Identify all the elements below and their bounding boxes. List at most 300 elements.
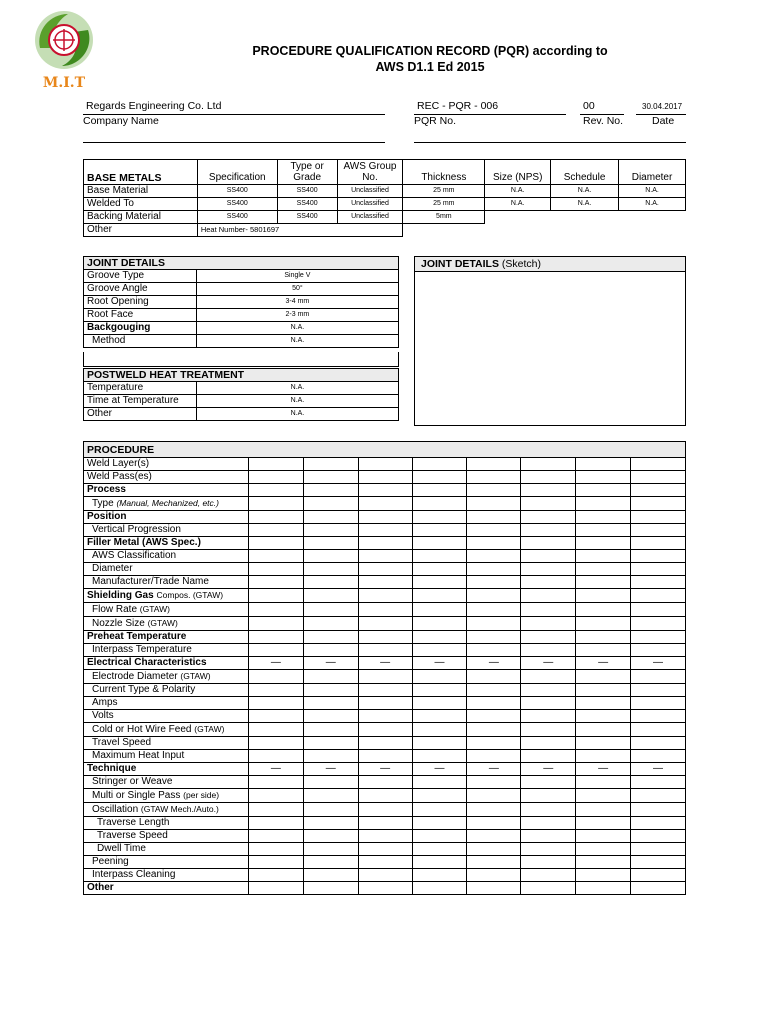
procedure-cell (521, 524, 576, 537)
procedure-cell (303, 497, 358, 511)
row-note: (per side) (183, 790, 220, 800)
procedure-cell (521, 497, 576, 511)
procedure-cell (521, 750, 576, 763)
procedure-cell (576, 803, 631, 817)
procedure-cell (521, 563, 576, 576)
procedure-cell (576, 497, 631, 511)
procedure-cell (248, 830, 303, 843)
row-label (84, 750, 249, 763)
procedure-cell (521, 684, 576, 697)
procedure-cell (303, 710, 358, 723)
procedure-cell (631, 471, 686, 484)
procedure-cell (631, 524, 686, 537)
procedure-cell (631, 537, 686, 550)
procedure-cell (467, 458, 521, 471)
mit-logo (28, 8, 100, 92)
row-label-text: Amps (92, 697, 118, 708)
procedure-cell (521, 817, 576, 830)
procedure-cell (412, 589, 467, 603)
procedure-cell (358, 882, 412, 895)
procedure-cell (521, 670, 576, 684)
table-row (84, 511, 686, 524)
procedure-cell (412, 697, 467, 710)
procedure-cell (412, 563, 467, 576)
rev-label: Rev. No. (583, 115, 624, 127)
procedure-cell (631, 497, 686, 511)
procedure-cell (576, 576, 631, 589)
procedure-cell (248, 856, 303, 869)
procedure-cell (412, 869, 467, 882)
procedure-cell (631, 576, 686, 589)
procedure-cell (358, 789, 412, 803)
table-row (84, 723, 686, 737)
procedure-cell (631, 882, 686, 895)
table-row (84, 395, 399, 408)
row-label: Groove Type (84, 270, 197, 283)
joint-details-spacer (83, 352, 399, 367)
table-row (84, 869, 686, 882)
row-note: (GTAW Mech./Auto.) (140, 804, 219, 814)
procedure-cell (412, 511, 467, 524)
procedure-cell (303, 684, 358, 697)
procedure-cell: — (412, 657, 467, 670)
table-row (84, 603, 686, 617)
procedure-cell (521, 644, 576, 657)
procedure-cell: — (303, 763, 358, 776)
procedure-cell: — (576, 657, 631, 670)
row-label (84, 763, 249, 776)
cell: N.A. (196, 322, 398, 335)
procedure-cell (576, 843, 631, 856)
table-row (84, 471, 686, 484)
table-row (84, 882, 686, 895)
row-label: Root Opening (84, 296, 197, 309)
procedure-cell (576, 458, 631, 471)
table-row (84, 537, 686, 550)
procedure-cell: — (631, 657, 686, 670)
table-row (84, 550, 686, 563)
procedure-cell (358, 576, 412, 589)
row-label (84, 550, 249, 563)
procedure-cell (521, 697, 576, 710)
procedure-cell (248, 737, 303, 750)
procedure-cell (631, 723, 686, 737)
row-label: Backgouging (84, 322, 197, 335)
row-label-text: Shielding Gas (87, 590, 154, 601)
procedure-cell (467, 537, 521, 550)
procedure-cell (576, 776, 631, 789)
table-row (84, 198, 686, 211)
joint-details-title: JOINT DETAILS (84, 257, 399, 270)
procedure-cell (576, 524, 631, 537)
table-row (84, 309, 399, 322)
procedure-cell (631, 617, 686, 631)
table-row (84, 710, 686, 723)
col-type-grade: Type or Grade (277, 160, 337, 185)
procedure-cell (467, 617, 521, 631)
procedure-cell (412, 458, 467, 471)
procedure-cell (303, 563, 358, 576)
procedure-cell (358, 563, 412, 576)
row-label (84, 563, 249, 576)
row-label-text: Vertical Progression (92, 524, 181, 535)
procedure-cell (358, 497, 412, 511)
procedure-cell (467, 789, 521, 803)
procedure-cell (248, 537, 303, 550)
row-note: (GTAW) (194, 724, 225, 734)
procedure-cell (631, 843, 686, 856)
row-label-text: Current Type & Polarity (92, 684, 196, 695)
row-label (84, 644, 249, 657)
procedure-cell (303, 856, 358, 869)
row-label-text: Oscillation (92, 804, 139, 815)
procedure-cell (358, 737, 412, 750)
procedure-cell (303, 550, 358, 563)
cell: N.A. (196, 335, 398, 348)
table-row (84, 270, 399, 283)
cell: Unclassified (337, 198, 403, 211)
procedure-cell (412, 484, 467, 497)
cell: N.A. (485, 185, 551, 198)
procedure-cell (248, 817, 303, 830)
procedure-cell (631, 603, 686, 617)
procedure-cell (248, 869, 303, 882)
cell: SS400 (197, 211, 277, 224)
procedure-cell (358, 458, 412, 471)
row-label-text: Weld Pass(es) (87, 471, 152, 482)
procedure-cell (521, 631, 576, 644)
procedure-cell: — (303, 657, 358, 670)
procedure-cell (412, 737, 467, 750)
procedure-cell: — (576, 763, 631, 776)
row-label (84, 697, 249, 710)
procedure-cell (303, 458, 358, 471)
procedure-cell (412, 603, 467, 617)
row-label-text: Travel Speed (92, 737, 152, 748)
cell: N.A. (196, 382, 398, 395)
row-label: Time at Temperature (84, 395, 197, 408)
table-row (84, 224, 686, 237)
procedure-cell (576, 789, 631, 803)
procedure-cell (631, 737, 686, 750)
procedure-cell (303, 817, 358, 830)
cell: Unclassified (337, 185, 403, 198)
procedure-cell (412, 817, 467, 830)
procedure-cell (576, 670, 631, 684)
procedure-cell (521, 856, 576, 869)
procedure-cell (576, 563, 631, 576)
row-label-text: Peening (92, 856, 129, 867)
joint-details-table (83, 256, 399, 348)
procedure-cell (576, 882, 631, 895)
procedure-cell (248, 697, 303, 710)
procedure-cell (358, 710, 412, 723)
pqr-line-2 (414, 142, 686, 143)
procedure-cell (358, 856, 412, 869)
table-row (84, 817, 686, 830)
procedure-cell (467, 563, 521, 576)
procedure-cell (467, 843, 521, 856)
procedure-cell (358, 484, 412, 497)
page-title: PROCEDURE QUALIFICATION RECORD (PQR) according to (252, 44, 608, 58)
cell: SS400 (277, 185, 337, 198)
row-label (84, 684, 249, 697)
procedure-cell (248, 484, 303, 497)
procedure-cell (521, 576, 576, 589)
procedure-cell (303, 803, 358, 817)
cell: 25 mm (403, 198, 485, 211)
logo-text: M.I.T (42, 75, 86, 91)
procedure-cell (576, 631, 631, 644)
procedure-cell (412, 803, 467, 817)
procedure-cell (467, 737, 521, 750)
company-label: Company Name (83, 115, 159, 127)
procedure-cell (358, 670, 412, 684)
procedure-cell (467, 869, 521, 882)
procedure-cell (576, 869, 631, 882)
procedure-cell: — (358, 763, 412, 776)
cell: N.A. (551, 198, 619, 211)
procedure-cell (521, 603, 576, 617)
table-row (84, 843, 686, 856)
procedure-cell (631, 670, 686, 684)
row-label-text: Cold or Hot Wire Feed (92, 724, 192, 735)
procedure-cell (358, 830, 412, 843)
row-label-text: Interpass Cleaning (92, 869, 176, 880)
procedure-cell (467, 882, 521, 895)
procedure-cell (521, 843, 576, 856)
row-label (84, 471, 249, 484)
row-label-text: Interpass Temperature (92, 644, 192, 655)
procedure-cell (576, 550, 631, 563)
company-line-2 (83, 142, 385, 143)
row-label (84, 657, 249, 670)
cell: N.A. (551, 185, 619, 198)
procedure-cell (358, 550, 412, 563)
procedure-cell (467, 484, 521, 497)
procedure-cell (303, 484, 358, 497)
row-label-text: Electrode Diameter (92, 671, 178, 682)
procedure-cell (631, 563, 686, 576)
procedure-cell (521, 537, 576, 550)
procedure-cell (576, 817, 631, 830)
procedure-cell (576, 511, 631, 524)
row-note: (Manual, Mechanized, etc.) (116, 498, 219, 508)
row-label (84, 830, 249, 843)
row-label (84, 710, 249, 723)
cell: SS400 (197, 185, 277, 198)
table-row (84, 563, 686, 576)
procedure-cell (631, 803, 686, 817)
procedure-cell (248, 458, 303, 471)
cell: 25 mm (403, 185, 485, 198)
row-label (84, 631, 249, 644)
procedure-cell (358, 631, 412, 644)
procedure-cell (303, 776, 358, 789)
procedure-cell (631, 644, 686, 657)
cell: 2-3 mm (196, 309, 398, 322)
procedure-cell (303, 644, 358, 657)
procedure-cell (576, 537, 631, 550)
procedure-cell (631, 710, 686, 723)
table-row (84, 458, 686, 471)
table-row (84, 283, 399, 296)
procedure-cell (358, 803, 412, 817)
procedure-cell (303, 723, 358, 737)
procedure-cell (303, 471, 358, 484)
procedure-table (83, 441, 686, 895)
procedure-cell (576, 617, 631, 631)
row-label-text: Weld Layer(s) (87, 458, 150, 469)
row-label-text: Type (92, 498, 114, 509)
procedure-cell (412, 497, 467, 511)
row-label: Other (84, 224, 198, 237)
row-label-text: Stringer or Weave (92, 776, 173, 787)
table-row (84, 763, 686, 776)
procedure-cell (358, 684, 412, 697)
table-row (84, 322, 399, 335)
procedure-cell (631, 589, 686, 603)
procedure-cell (467, 697, 521, 710)
cell: N.A. (485, 198, 551, 211)
cell: Unclassified (337, 211, 403, 224)
procedure-cell (358, 524, 412, 537)
table-row (84, 684, 686, 697)
procedure-cell: — (412, 763, 467, 776)
row-label (84, 524, 249, 537)
procedure-cell (303, 750, 358, 763)
procedure-cell (521, 458, 576, 471)
row-label (84, 817, 249, 830)
procedure-cell (303, 576, 358, 589)
row-label: Temperature (84, 382, 197, 395)
row-note: Compos. (GTAW) (156, 590, 224, 600)
row-label (84, 843, 249, 856)
procedure-cell (576, 471, 631, 484)
procedure-cell (303, 843, 358, 856)
page-subtitle: AWS D1.1 Ed 2015 (375, 60, 485, 74)
table-row (84, 789, 686, 803)
procedure-cell (358, 589, 412, 603)
row-label: Base Material (84, 185, 198, 198)
procedure-cell (631, 750, 686, 763)
procedure-cell (521, 617, 576, 631)
procedure-cell (631, 776, 686, 789)
procedure-cell (248, 803, 303, 817)
procedure-cell (303, 589, 358, 603)
procedure-cell (358, 869, 412, 882)
procedure-cell (576, 723, 631, 737)
procedure-cell (576, 644, 631, 657)
procedure-cell (412, 843, 467, 856)
procedure-cell (358, 697, 412, 710)
procedure-cell (358, 644, 412, 657)
procedure-cell: — (248, 763, 303, 776)
procedure-cell (467, 511, 521, 524)
cell: 5mm (403, 211, 485, 224)
row-label-text: Volts (92, 710, 114, 721)
procedure-cell (248, 471, 303, 484)
procedure-cell (467, 750, 521, 763)
row-label (84, 497, 249, 511)
table-row (84, 408, 399, 421)
procedure-cell (521, 830, 576, 843)
procedure-cell (248, 603, 303, 617)
procedure-cell (576, 830, 631, 843)
procedure-cell (248, 750, 303, 763)
procedure-cell (358, 817, 412, 830)
table-row (84, 382, 399, 395)
procedure-cell: — (467, 657, 521, 670)
procedure-cell (521, 723, 576, 737)
procedure-cell (412, 684, 467, 697)
row-label (84, 537, 249, 550)
procedure-cell (412, 723, 467, 737)
procedure-cell (467, 723, 521, 737)
procedure-cell (467, 589, 521, 603)
procedure-cell (467, 631, 521, 644)
row-label-text: Other (87, 882, 114, 893)
procedure-cell (576, 856, 631, 869)
procedure-cell (248, 710, 303, 723)
cell: N.A. (196, 395, 398, 408)
row-label (84, 776, 249, 789)
procedure-cell (631, 550, 686, 563)
table-row (84, 524, 686, 537)
date-value: 30.04.2017 (642, 102, 683, 111)
procedure-cell (467, 776, 521, 789)
row-label (84, 458, 249, 471)
table-row (84, 484, 686, 497)
row-label-text: Electrical Characteristics (87, 657, 207, 668)
procedure-cell (412, 617, 467, 631)
procedure-cell (631, 789, 686, 803)
row-label: Method (84, 335, 197, 348)
procedure-cell (248, 497, 303, 511)
procedure-cell (248, 776, 303, 789)
procedure-cell (412, 576, 467, 589)
procedure-cell (631, 631, 686, 644)
procedure-cell (576, 750, 631, 763)
row-label-text: Preheat Temperature (87, 631, 187, 642)
procedure-cell (248, 723, 303, 737)
table-row (84, 497, 686, 511)
procedure-cell (521, 471, 576, 484)
procedure-cell (521, 589, 576, 603)
procedure-cell: — (521, 763, 576, 776)
procedure-cell (248, 576, 303, 589)
procedure-cell (631, 817, 686, 830)
procedure-cell (248, 524, 303, 537)
procedure-cell (248, 684, 303, 697)
col-thickness: Thickness (403, 160, 485, 185)
procedure-cell (631, 856, 686, 869)
joint-sketch-box (414, 256, 686, 426)
table-row (84, 830, 686, 843)
row-label (84, 576, 249, 589)
procedure-cell (248, 843, 303, 856)
row-label: Root Face (84, 309, 197, 322)
procedure-cell (467, 576, 521, 589)
table-row (84, 856, 686, 869)
procedure-cell (631, 511, 686, 524)
row-label-text: Diameter (92, 563, 133, 574)
procedure-cell (467, 524, 521, 537)
procedure-cell (358, 511, 412, 524)
procedure-cell (303, 603, 358, 617)
procedure-cell (467, 684, 521, 697)
procedure-cell (521, 789, 576, 803)
